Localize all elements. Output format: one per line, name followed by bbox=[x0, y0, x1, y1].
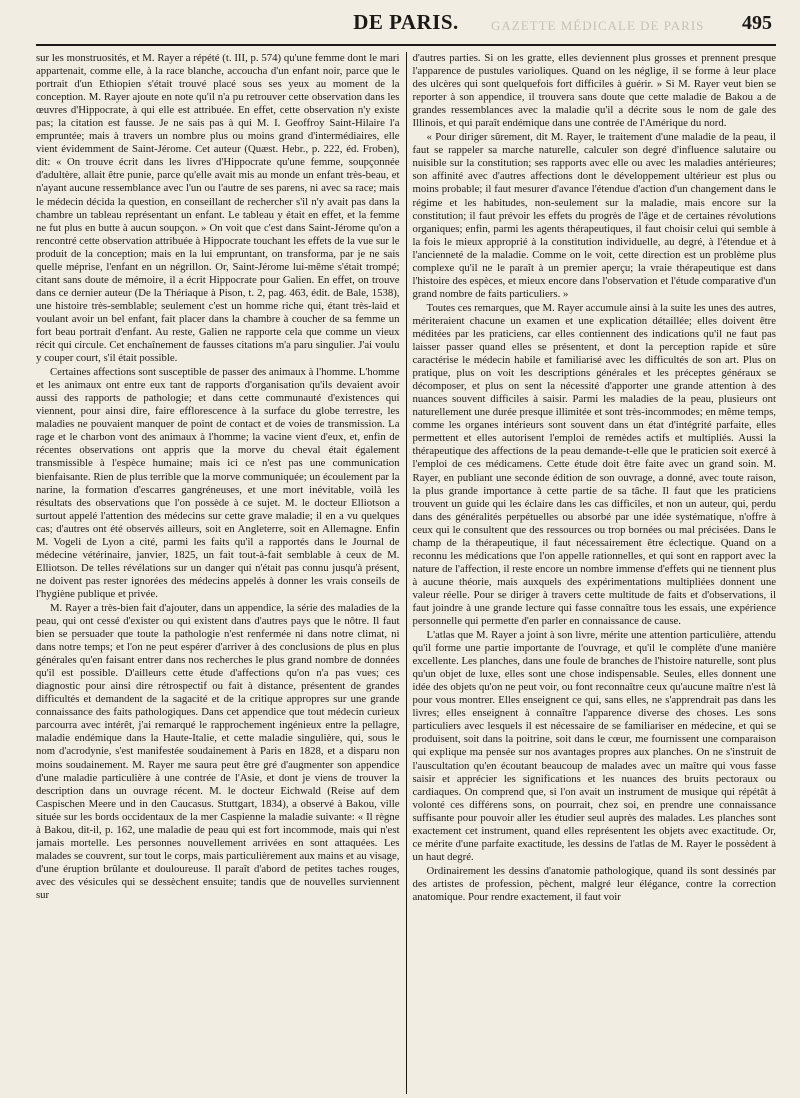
bleed-through-text: GAZETTE MÉDICALE DE PARIS bbox=[491, 18, 705, 33]
paragraph: d'autres parties. Si on les gratte, elles deviennent plus grosses et prennent presque l'apparence de pustules varioliques. Quand on les néglige, il se forme à leur place des ulcères qui sont quelquefois fort difficiles à guérir. » Si M. Rayer veut bien se reporter à son appendice, il trouvera sans doute que cette maladie de Bakou a de grandes ressemblances avec la maladie qu'il a décrite sous le nom de gale des Illinois, et qui paraît endémique dans une contrée de l'Amérique du nord. bbox=[412, 52, 776, 130]
text-columns bbox=[36, 52, 776, 1094]
right-column bbox=[407, 52, 777, 1094]
paragraph: Ordinairement les dessins d'anatomie pathologique, quand ils sont dessinés par des artistes de profession, pèchent, malgré leur élégance, contre la correction anatomique. Pour rendre exactement, il faut voir bbox=[412, 864, 776, 903]
paragraph: « Pour diriger sûrement, dit M. Rayer, le traitement d'une maladie de la peau, il faut se rappeler sa marche naturelle, calculer son degré d'influence salutaire ou nuisible sur la constitution; ses rapports avec elle ou avec les maladies antérieures; son affinité avec d'autres affections dont le développement ultérieur est plus ou moins probable; il faut mesurer d'avance l'étendue d'action d'un changement dans le régime et les habitudes, non-seulement sur la maladie, mais encore sur la constitution; il faut prévoir les effets du progrès de l'âge et de certaines révolutions organiques; enfin, parmi les agents thérapeutiques, il faut choisir celui qui semble à la fois le mieux approprié à la constitution individuelle, au degré, à l'étendue et à l'ancienneté de la maladie. Comme on le voit, cette direction est un problème plus complexe qu'il ne le paraît à un premier aperçu; la vraie thérapeutique est dans l'histoire des espèces, et mieux encore dans l'observation et l'étude comparative d'un grand nombre de faits particuliers. » bbox=[412, 131, 776, 300]
paragraph: L'atlas que M. Rayer a joint à son livre, mérite une attention particulière, attendu qu'il forme une partie importante de l'ouvrage, et qu'il le complète d'une manière excellente. Les planches, dans une foule de branches de l'histoire naturelle, sont plus qu'un objet de luxe, elles sont une chose indispensable. Seules, elles donnent une idée des objets qu'on ne peut voir, ou font reconnaître ceux qu'aucune maître n'est là pour vous montrer. Elles enseignent ce qui, sans elles, ne s'apprendrait pas dans les livres; elles enseignent à connaître l'apparence diverse des choses. Les sons particuliers avec lesquels il est nécessaire de se familiariser en médecine, et qui se produisent, soit dans la poitrine, soit dans le cœur, me fournissent une comparaison qui explique ma pensée sur nos avantages propres aux planches. On ne s'instruit de l'auscultation qu'en écoutant beaucoup de malades avec un maître qui vous fasse saisir et apprécier les significations et les nuances des bruits pectoraux ou cardiaques. On comprend que, si l'on avait un instrument de musique qui répétât à volonté ces différens sons, on pourrait, chez soi, en prendre une connaissance suffisante pour pouvoir aller les étudier seul auprès des malades. Les planches sont exactement cet instrument, quand elles représentent les objets avec exactitude. Or, ce mérite d'une parfaite exactitude, les dessins de l'atlas de M. Rayer le possèdent à un haut degré. bbox=[412, 629, 776, 863]
left-column bbox=[36, 52, 406, 1094]
paragraph: sur les monstruosités, et M. Rayer a répété (t. III, p. 574) qu'une femme dont le mari appartenait, comme elle, à la race blanche, accoucha d'un enfant noir, parce que le portrait d'un Ethiopien s'était trouvé placé sous ses yeux au moment de la conception. M. Rayer ajoute en note qu'il n'a pu retrouver cette observation dans les œuvres d'Hippocrate, à qui elle est attribuée. En effet, cette observation n'y existe pas; la citation est fausse. Je ne sais pas à qui M. I. Geoffroy Saint-Hilaire l'a empruntée; mais à travers un nombre plus ou moins grand d'intermédiaires, elle vient évidemment de Saint-Jérome. Cet auteur (Quæst. Hebr., p. 222, éd. Froben), dit: « On trouve écrit dans les livres d'Hippocrate qu'une femme, soupçonnée d'adultère, allait être punie, parce qu'elle avait mis au monde un enfant très-beau, et n'ayant aucune ressemblance avec l'un ou l'autre de ses parens, ni avec sa race; mais le médecin décida la question, en conseillant de rechercher s'il n'y avait pas dans la chambre un tableau représentant un enfant. Le tableau y était en effet, et la femme ne fut plus en butte à aucun soupçon. » On voit que c'est dans Saint-Jérome qu'on a rencontré cette observation attribuée à Hippocrate touchant les effets de la vue sur le produit de la conception; mais en la lui empruntant, on transforma, par je ne sais quelle méprise, l'enfant en un négrillon. Or, Saint-Jérome lui-même s'était trompé; citant sans doute de mémoire, il a écrit Hippocrate pour Galien. En effet, on trouve dans ce dernier auteur (De la Thériaque à Pison, t. 2, pag. 463, édit. de Bale, 1538), une histoire très-semblable; seulement c'est un homme riche qui, étant très-laid et voulant avoir un bel enfant, fait placer dans la chambre à coucher de sa femme un fort beau portrait d'enfant. Au reste, Galien ne rapporte cela que comme un vieux récit qui circule. Cet enchaînement de fausses citations m'a paru singulier. J'ai voulu y couper court, s'il était possible. bbox=[36, 52, 400, 365]
paragraph: Toutes ces remarques, que M. Rayer accumule ainsi à la suite les unes des autres, mériteraient chacune un examen et une explication détaillée; elles doivent être méditées par les praticiens, car elles contiennent des indications qu'il ne faut pas laisser passer quand elles se présentent, et dont la perception rapide et sûre caractérise le médecin habile et familiarisé avec les difficultés de son art. Plus on pratique, plus on voit les descriptions générales et les préceptes généraux se décomposer, et plus on sent la nécessité d'apporter une grande attention à des nuances souvent difficiles à saisir. Parmi les maladies de la peau, plusieurs ont naturellement une durée presque illimitée et sont très-incommodes; en même temps, comme les organes intérieurs sont souvent dans un état d'intégrité parfaite, elles permettent et elles autorisent l'emploi de remèdes actifs et multipliés. Aussi la thérapeutique des affections de la peau demande-t-elle que le praticien soit exercé à l'emploi de ces médicamens. Cette étude doit être faite avec un grand soin. M. Rayer, en publiant une seconde édition de son ouvrage, a donné, avec toute raison, la plus grande importance à cette partie de sa tâche. Il faut que les praticiens trouvent un guide qui les éclaire dans les cas difficiles, et non un auteur, qui, perdu dans des généralités perpétuelles ou absorbé par une idée systématique, n'offre à ceux qui le consultent que des ressources ou trop bornées ou mal précisées. Dans le champ de la thérapeutique, il faut nécessairement être éclectique. Quand on a reconnu les médications que l'on appelle rationnelles, et qui sont en rapport avec la nature de l'affection, il reste encore un nombre immense d'effets qui ne tiennent plus à aucune théorie, mais auxquels des expérimentations multipliées donnent une valeur réelle. Pour se diriger à travers cette multitude de faits et d'observations, il faut joindre à une grande lecture qui fasse connaître tous les essais, une expérience personnelle qui permette d'en parler en connaissance de cause. bbox=[412, 301, 776, 628]
paragraph: Certaines affections sont susceptible de passer des animaux à l'homme. L'homme et les animaux ont entre eux tant de rapports d'organisation qu'ils devaient avoir aussi des rapports de pathologie; et dans cette communauté d'existences qui viennent, pour ainsi dire, faire efflorescence à la surface du globe terrestre, les maladies ne pouvaient manquer de point de contact et de voies de transmission. La rage et le charbon vont des animaux à l'homme; la vacine vient d'eux, et, enfin de récentes observations ont appris que la morve du cheval était également transmissible à l'espèce humaine; mais ici ce n'est pas une communication bienfaisante. Rien de plus terrible que la morve communiquée; un écoulement par la narine, la formation d'escarres gangréneuses, et une mort inévitable, voilà les résultats des observations que l'on possède à ce sujet. M. le docteur Elliotson a surtout appelé l'attention des médecins sur cette grave maladie; il en a vu quelques cas; d'autres ont été observés ailleurs, soit en Angleterre, soit en Allemagne. Enfin M. Vogeli de Lyon a cité, parmi les faits qu'il a rapportés dans le Journal de médecine vétérinaire, janvier, 1825, un fait tout-à-fait semblable à ceux de M. Elliotson. De telles révélations sur un danger qui n'était pas connu jusqu'à présent, ne doivent pas rester ignorées des médecins appelés à donner les vrais conseils de l'hygiène publique et privée. bbox=[36, 366, 400, 600]
page-header bbox=[36, 8, 776, 40]
paragraph: M. Rayer a très-bien fait d'ajouter, dans un appendice, la série des maladies de la peau, qui ont cessé d'exister ou qui existent dans d'autres pays que le nôtre. Il faut bien se persuader que toute la pathologie n'est renfermée ni dans notre climat, ni dans notre temps; et l'on ne peut espérer d'arriver à des conclusions de plus en plus générales qu'en faisant entrer dans nos recherches le plus grand nombre de données qu'il est possible. D'ailleurs cette étude d'affections qu'on n'a pas vues; ces diagnostic pour ainsi dire rétrospectif ou fait à distance, présentent de grandes difficultés et demandent de la sagacité et de la critique appropres sur une grande connaissance des faits pathologiques. Dans cet appendice que tout médecin curieux parcourra avec intérêt, j'ai remarqué le rapprochement ingénieux entre la pellagre, maladie endémique dans la Haute-Italie, et cette maladie singulière, qui, sous le nom d'acrodynie, s'est manifestée soudainement à Paris en 1828, et a disparu non moins soudainement. M. Rayer me saura peut être gré d'augmenter son appendice d'une maladie particulière à une contrée de l'Asie, et dont je viens de trouver la description dans un ouvrage récent. M. le docteur Eichwald (Reise auf dem Caspischen Meere und in den Caucasus. Stuttgart, 1834), a observé à Bakou, ville située sur les bords occidentaux de la mer Caspienne la maladie suivante: « Il règne à Bakou, dit-il, p. 162, une maladie de peau qui est fort incommode, mais qui n'est jamais mortelle. Les personnes nouvellement arrivées en sont attaquées. Les malades se couvrent, sur tout le corps, mais particulièrement aux mains et au visage, d'une éruption brûlante et douloureuse. Il paraît d'abord de petites taches rouges, avec des vésicules qui se dessèchent ensuite; tandis que de nouvelles surviennent sur bbox=[36, 601, 400, 901]
page-number: 495 bbox=[742, 12, 772, 34]
header-rule bbox=[36, 44, 776, 46]
running-title: DE PARIS. bbox=[353, 10, 459, 34]
